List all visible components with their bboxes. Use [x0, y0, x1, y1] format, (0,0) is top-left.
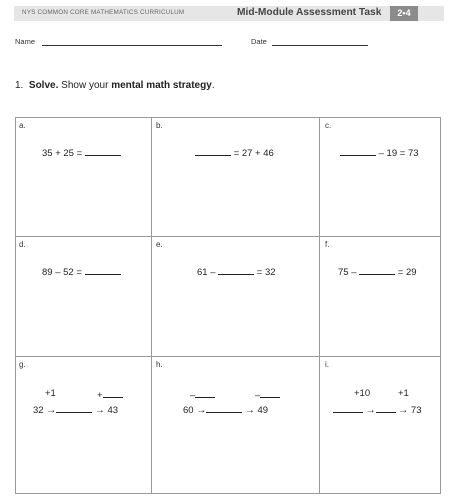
problem-e — [197, 265, 276, 278]
chain-start: 32 — [33, 405, 44, 416]
problem-a — [42, 146, 121, 159]
op-label-partial — [255, 388, 280, 401]
number-chain-i — [333, 403, 422, 416]
cell-label-h: h. — [156, 360, 163, 369]
cell-label-i: i. — [325, 360, 329, 369]
chain-start: 60 — [183, 405, 194, 416]
question-lead: Solve. — [28, 80, 59, 91]
chain-end: 73 — [410, 405, 422, 416]
chain-end: 49 — [257, 405, 269, 416]
cell-label-e: e. — [156, 240, 163, 249]
arrow-icon: → — [94, 405, 105, 416]
answer-blank[interactable] — [340, 146, 376, 156]
grid-divider — [151, 117, 152, 494]
answer-blank[interactable] — [206, 403, 242, 413]
problem-e-text-left: 61 – — [197, 267, 219, 278]
name-line[interactable] — [42, 45, 222, 46]
problem-d — [42, 265, 121, 278]
op-label-partial — [190, 388, 215, 401]
question-text-before: Show your — [58, 80, 112, 91]
op-label: +10 — [354, 388, 371, 399]
arrow-icon: → — [244, 405, 255, 416]
cell-label-f: f. — [325, 240, 330, 249]
grid-divider — [15, 356, 441, 357]
op-label: +1 — [45, 388, 56, 399]
problem-c-text: – 19 = 73 — [376, 148, 419, 159]
answer-blank[interactable] — [260, 388, 280, 398]
assessment-title: Mid-Module Assessment Task — [237, 7, 382, 18]
op-sign: – — [255, 390, 261, 401]
problem-grid — [15, 117, 441, 494]
arrow-icon: → — [196, 405, 207, 416]
answer-blank[interactable] — [103, 388, 123, 398]
arrow-icon: → — [46, 405, 57, 416]
name-label: Name — [15, 37, 36, 46]
grid-divider — [319, 117, 320, 494]
problem-f-text-right: = 29 — [395, 267, 417, 278]
answer-blank[interactable] — [376, 403, 396, 413]
op-label: +1 — [398, 388, 409, 399]
answer-blank[interactable] — [359, 265, 395, 275]
grid-divider — [15, 236, 441, 237]
problem-d-text: 89 – 52 = — [42, 267, 85, 278]
number-chain-g — [33, 403, 118, 416]
cell-label-d: d. — [19, 240, 26, 249]
chain-end: 43 — [107, 405, 119, 416]
question-text — [15, 80, 215, 91]
cell-label-c: c. — [325, 121, 332, 130]
problem-b — [195, 146, 274, 159]
curriculum-label: NYS COMMON CORE MATHEMATICS CURRICULUM — [22, 9, 185, 16]
date-line[interactable] — [272, 45, 368, 46]
answer-blank[interactable] — [85, 146, 121, 156]
problem-c — [340, 146, 419, 159]
arrow-icon: → — [365, 405, 376, 416]
cell-label-a: a. — [19, 121, 26, 130]
question-emphasis: mental math strategy — [111, 80, 212, 91]
question-number: 1. — [15, 80, 24, 91]
problem-b-text: = 27 + 46 — [231, 148, 274, 159]
answer-blank[interactable] — [218, 265, 254, 275]
answer-blank[interactable] — [333, 403, 363, 413]
op-label-partial — [97, 388, 123, 401]
module-code-badge: 2•4 — [390, 6, 418, 21]
arrow-icon: → — [398, 405, 409, 416]
cell-label-b: b. — [156, 121, 163, 130]
answer-blank[interactable] — [195, 388, 215, 398]
answer-blank[interactable] — [56, 403, 92, 413]
date-label: Date — [251, 37, 267, 46]
op-sign: + — [97, 390, 103, 401]
question-text-after: . — [211, 80, 215, 91]
cell-label-g: g. — [19, 360, 26, 369]
answer-blank[interactable] — [195, 146, 231, 156]
problem-e-text-right: = 32 — [254, 267, 276, 278]
problem-f — [338, 265, 417, 278]
number-chain-h — [183, 403, 268, 416]
problem-a-text: 35 + 25 = — [42, 148, 85, 159]
problem-f-text-left: 75 – — [338, 267, 360, 278]
op-sign: – — [190, 390, 196, 401]
answer-blank[interactable] — [85, 265, 121, 275]
